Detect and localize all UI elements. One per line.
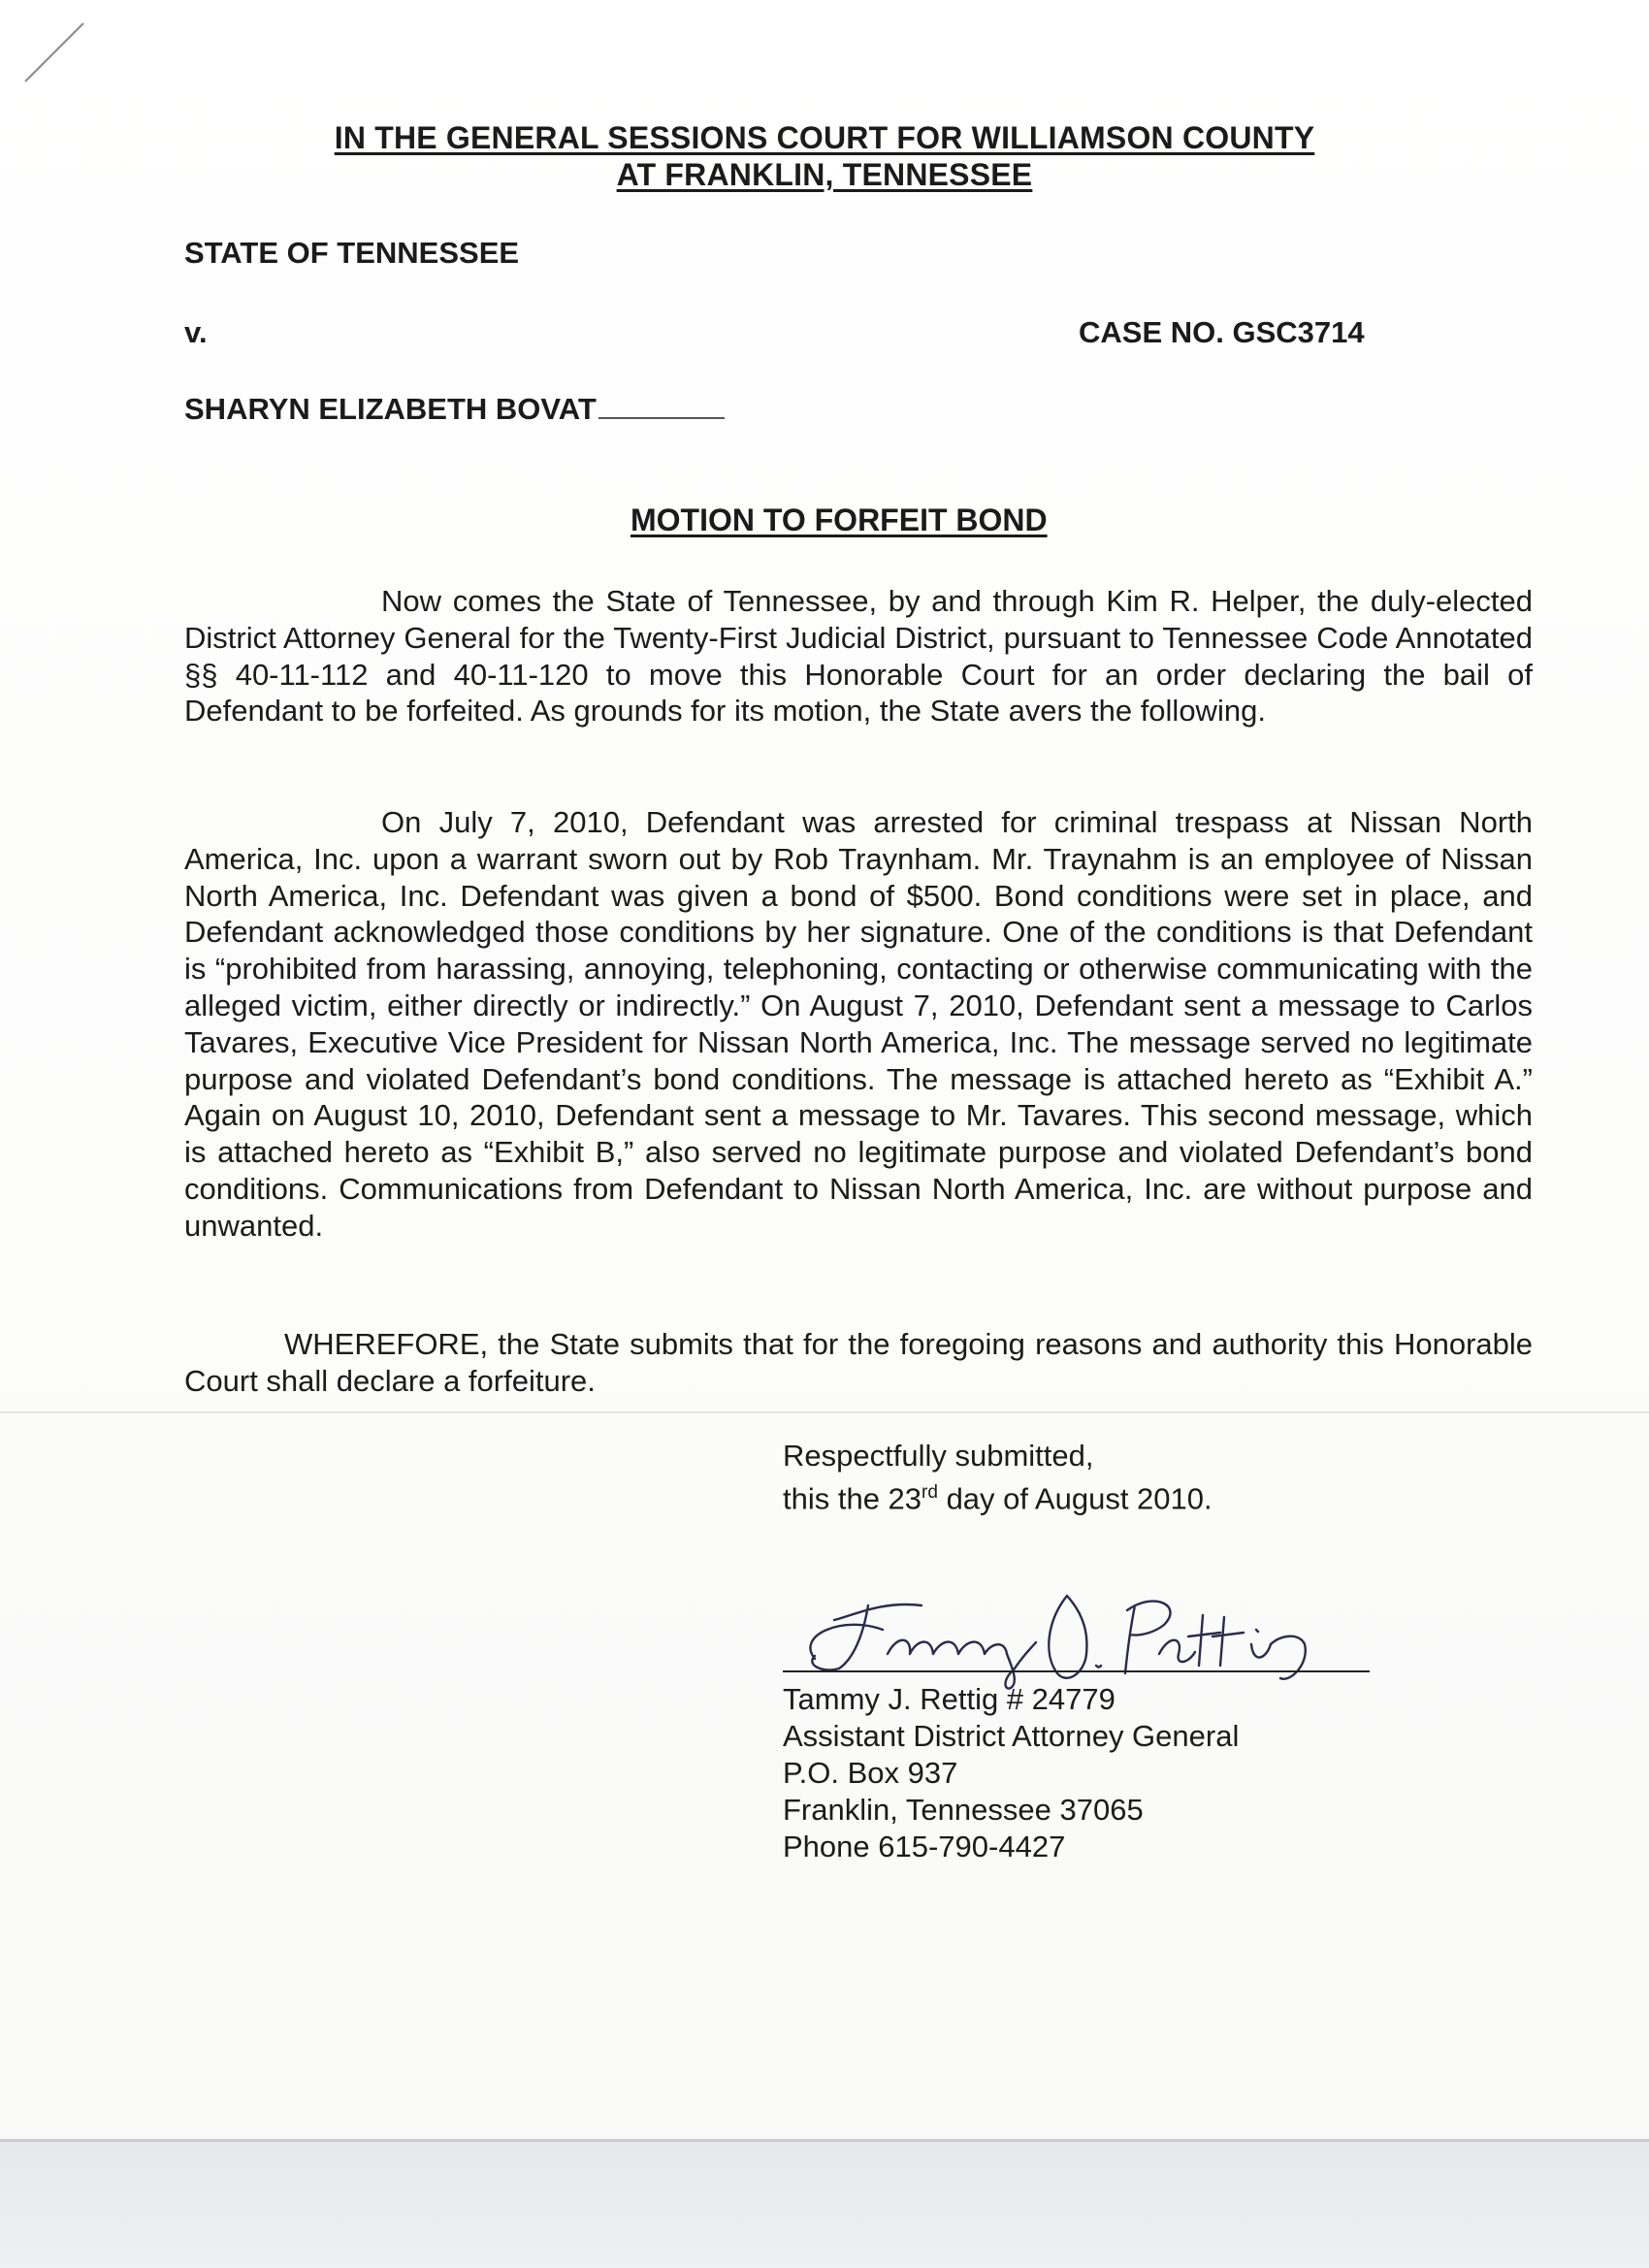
case-number: CASE NO. GSC3714 (1079, 315, 1365, 349)
plaintiff-name: STATE OF TENNESSEE (184, 236, 520, 270)
signer-address-line-2: Franklin, Tennessee 37065 (783, 1793, 1144, 1827)
defendant-name-row (184, 392, 725, 427)
handwritten-signature (776, 1576, 1329, 1693)
redaction-mark (598, 411, 725, 419)
versus-label: v. (184, 315, 208, 349)
court-name: IN THE GENERAL SESSIONS COURT FOR WILLIAMSON COUNTY (334, 120, 1315, 155)
signer-block (783, 1681, 1239, 1865)
closing-line-2 (783, 1474, 1212, 1517)
signer-name: Tammy J. Rettig # 24779 (783, 1682, 1116, 1716)
closing-block (783, 1438, 1212, 1517)
scanner-bed-edge (0, 2139, 1649, 2268)
motion-title: MOTION TO FORFEIT BOND (630, 502, 1048, 537)
signature-script-text: Tammy J. Rettig (776, 1576, 784, 1577)
paragraph-wherefore: WHEREFORE, the State submits that for the foregoing reasons and authority this Honorable Court shall declare a forfeiture. (184, 1327, 1533, 1398)
defendant-name: SHARYN ELIZABETH BOVAT (184, 392, 597, 426)
closing-line-1: Respectfully submitted, (783, 1439, 1094, 1473)
paper-fold-line (0, 1411, 1649, 1413)
signer-phone: Phone 615-790-4427 (783, 1830, 1066, 1863)
paragraph-intro: Now comes the State of Tennessee, by and through Kim R. Helper, the duly-elected District Attorney General for the Twenty-First Judicial District, pursuant to Tennessee Code Annotated §§ 40-11-112 and 40-11-120 to move this Honorable Court for an order declaring the bail of Defendant to be forfeited. As grounds for its motion, the State avers the following. (184, 584, 1533, 729)
closing-date-pre: this the 23 (783, 1481, 922, 1516)
signer-address-line-1: P.O. Box 937 (783, 1756, 958, 1790)
paragraph-facts: On July 7, 2010, Defendant was arrested for criminal trespass at Nissan North America, Inc. upon a warrant sworn out by Rob Traynham. Mr. Traynahm is an employee of Nissan North America, Inc. Defendant was given a bond of $500. Bond conditions were set in place, and Defendant acknowledged those conditions by her signature. One of the conditions is that Defendant is “prohibited from harassing, annoying, telephoning, contacting or otherwise communicating with the alleged victim, either directly or indirectly.” On August 7, 2010, Defendant sent a message to Carlos Tavares, Executive Vice President for Nissan North America, Inc. The message served no legitimate purpose and violated Defendant’s bond conditions. The message is attached hereto as “Exhibit A.” Again on August 10, 2010, Defendant sent a message to Mr. Tavares. This second message, which is attached hereto as “Exhibit B,” also served no legitimate purpose and violated Defendant’s bond conditions. Communications from Defendant to Nissan North America, Inc. are without purpose and unwanted. (184, 805, 1533, 1243)
closing-date-post: day of August 2010. (937, 1481, 1212, 1516)
signer-title: Assistant District Attorney General (783, 1719, 1240, 1753)
court-location: AT FRANKLIN, TENNESSEE (616, 157, 1033, 192)
signature-line (783, 1670, 1370, 1672)
pen-mark (21, 17, 89, 85)
closing-date-suffix: rd (922, 1482, 938, 1503)
